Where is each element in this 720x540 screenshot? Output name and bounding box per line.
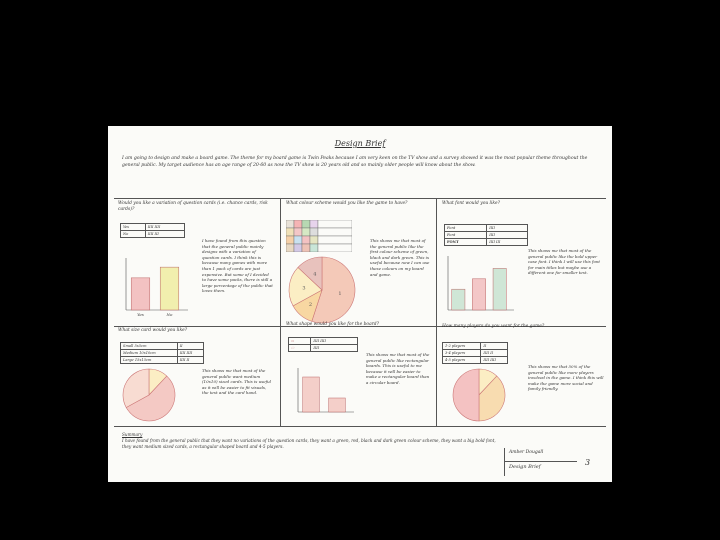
tally-label: FONT	[445, 239, 487, 246]
summary-text: I have found from the general public that they want no variations of the question cards, they want a green, red, black and dark green colour scheme, they want a big bold font, they want medium sized cards, a rectangular shaped board and 4-5 players.	[122, 438, 496, 450]
finding-font: This shows me that most of the general public like the bold upper case font. I think I will use this font for main titles but maybe use a different one for smaller text.	[528, 248, 601, 276]
tally-count: IIII IIII	[145, 224, 184, 231]
tally-count: IIII III	[487, 239, 528, 246]
bar	[452, 289, 465, 310]
finding-player-count: This shows me that 50% of the general public like more players involved in the game. I think this will make the game more social and family friendly.	[528, 364, 604, 392]
summary-block	[122, 432, 502, 450]
tally-count: II	[177, 343, 203, 350]
tally-label: Yes	[121, 224, 146, 231]
slice-label: 4	[313, 271, 317, 278]
tally-count: IIII II	[177, 357, 203, 364]
chart-board-shape	[292, 366, 356, 420]
summary-heading: Summary	[122, 432, 143, 437]
page-title: Design Brief	[334, 139, 386, 148]
question-board-shape: What shape would you like for the board?	[286, 322, 379, 327]
tally-count: IIII IIII	[177, 350, 203, 357]
bar	[303, 377, 320, 412]
tally-count: IIII	[311, 345, 358, 352]
bar	[160, 267, 179, 310]
tally-label: 1-2 players	[443, 343, 481, 350]
chart-font	[442, 254, 516, 318]
divider	[114, 426, 606, 427]
tally-table-board-shape	[288, 337, 358, 352]
bar	[131, 278, 150, 310]
tally-count: IIII	[487, 232, 528, 239]
tally-label: Small 5x5cm	[121, 343, 178, 350]
tally-label: Large 15x15cm	[121, 357, 178, 364]
pie-slice	[453, 369, 479, 421]
tally-label: Font	[445, 232, 487, 239]
tally-table-card-size	[120, 342, 204, 364]
design-brief-sheet	[108, 126, 612, 482]
divider	[114, 198, 606, 199]
tally-table-cards	[120, 223, 185, 238]
tally-count: IIII II	[481, 350, 508, 357]
divider	[280, 198, 281, 426]
tally-label: 4-5 players	[443, 357, 481, 364]
tally-label: ▭	[289, 338, 311, 345]
tick-label: No	[166, 312, 173, 317]
tally-label: Font	[445, 225, 487, 232]
bar	[472, 279, 485, 310]
tally-table-font	[444, 224, 528, 246]
tally-label: ⬭	[289, 345, 311, 352]
finding-card-variation: I have found from this question that the general public mainly designs with a variation of question cards. I think this is because many games with more than 1 pack of cards are just expensive. But some of I decided to have some packs, there is still a large percentage of the public that loves them.	[202, 238, 273, 294]
footer-title: Design Brief	[509, 464, 541, 470]
bar	[329, 398, 346, 412]
intro-paragraph: I am going to design and make a board game. The theme for my board game is Twin Peaks because I am very keen on the TV show and a survey showed it was the most popular theme throughout the general public. My target audience has an age range of 20-60 as now the TV show is 20 years old and so mainly older people will know about the show.	[122, 156, 588, 168]
bar	[493, 268, 506, 310]
page-number: 3	[585, 458, 591, 467]
chart-card-variation	[120, 256, 190, 318]
chart-card-size	[122, 368, 176, 422]
question-colour-scheme: What colour scheme would you like the game to have?	[286, 201, 408, 206]
chart-player-count	[452, 368, 506, 422]
chart-colour-scheme	[288, 256, 356, 324]
tally-count: IIII IIII	[311, 338, 358, 345]
slice-label: 2	[308, 301, 313, 308]
tally-count: IIII	[487, 225, 528, 232]
divider	[436, 198, 437, 426]
tally-label: No	[121, 231, 146, 238]
tally-table-players	[442, 342, 508, 364]
question-card-variation: Would you like a variation of question cards (i.e. chance cards, risk cards)?	[118, 201, 268, 212]
finding-colour-scheme: This shows me that most of the general public like the first colour scheme of green, black and dark green. This is useful because now I can use these colours on my board and game.	[370, 238, 430, 277]
tally-count: II	[481, 343, 508, 350]
tally-label: Medium 10x10cm	[121, 350, 178, 357]
tally-label: 3-4 players	[443, 350, 481, 357]
slice-label: 1	[338, 290, 342, 297]
question-player-count: How many players do you want for the game?	[442, 324, 545, 329]
question-font: What font would you like?	[442, 201, 500, 206]
author-name: Amber Dougall	[509, 450, 544, 455]
tick-label: Yes	[137, 312, 144, 317]
tally-count: IIII III	[145, 231, 184, 238]
finding-board-shape: This shows me that most of the general public like rectangular boards. This is useful to me because it will be easier to make a rectangular board than a circular board.	[366, 352, 430, 385]
colour-swatch-table	[286, 220, 352, 252]
tally-count: IIII IIII	[481, 357, 508, 364]
divider	[505, 461, 577, 462]
footer-box	[504, 448, 605, 476]
question-card-size: What size card would you like?	[118, 328, 188, 333]
slice-label: 3	[302, 285, 306, 292]
finding-card-size: This shows me that most of the general public want medium (10x10) sized cards. This is useful as it will be easier to fit visuals, the text and the card hand.	[202, 368, 271, 396]
